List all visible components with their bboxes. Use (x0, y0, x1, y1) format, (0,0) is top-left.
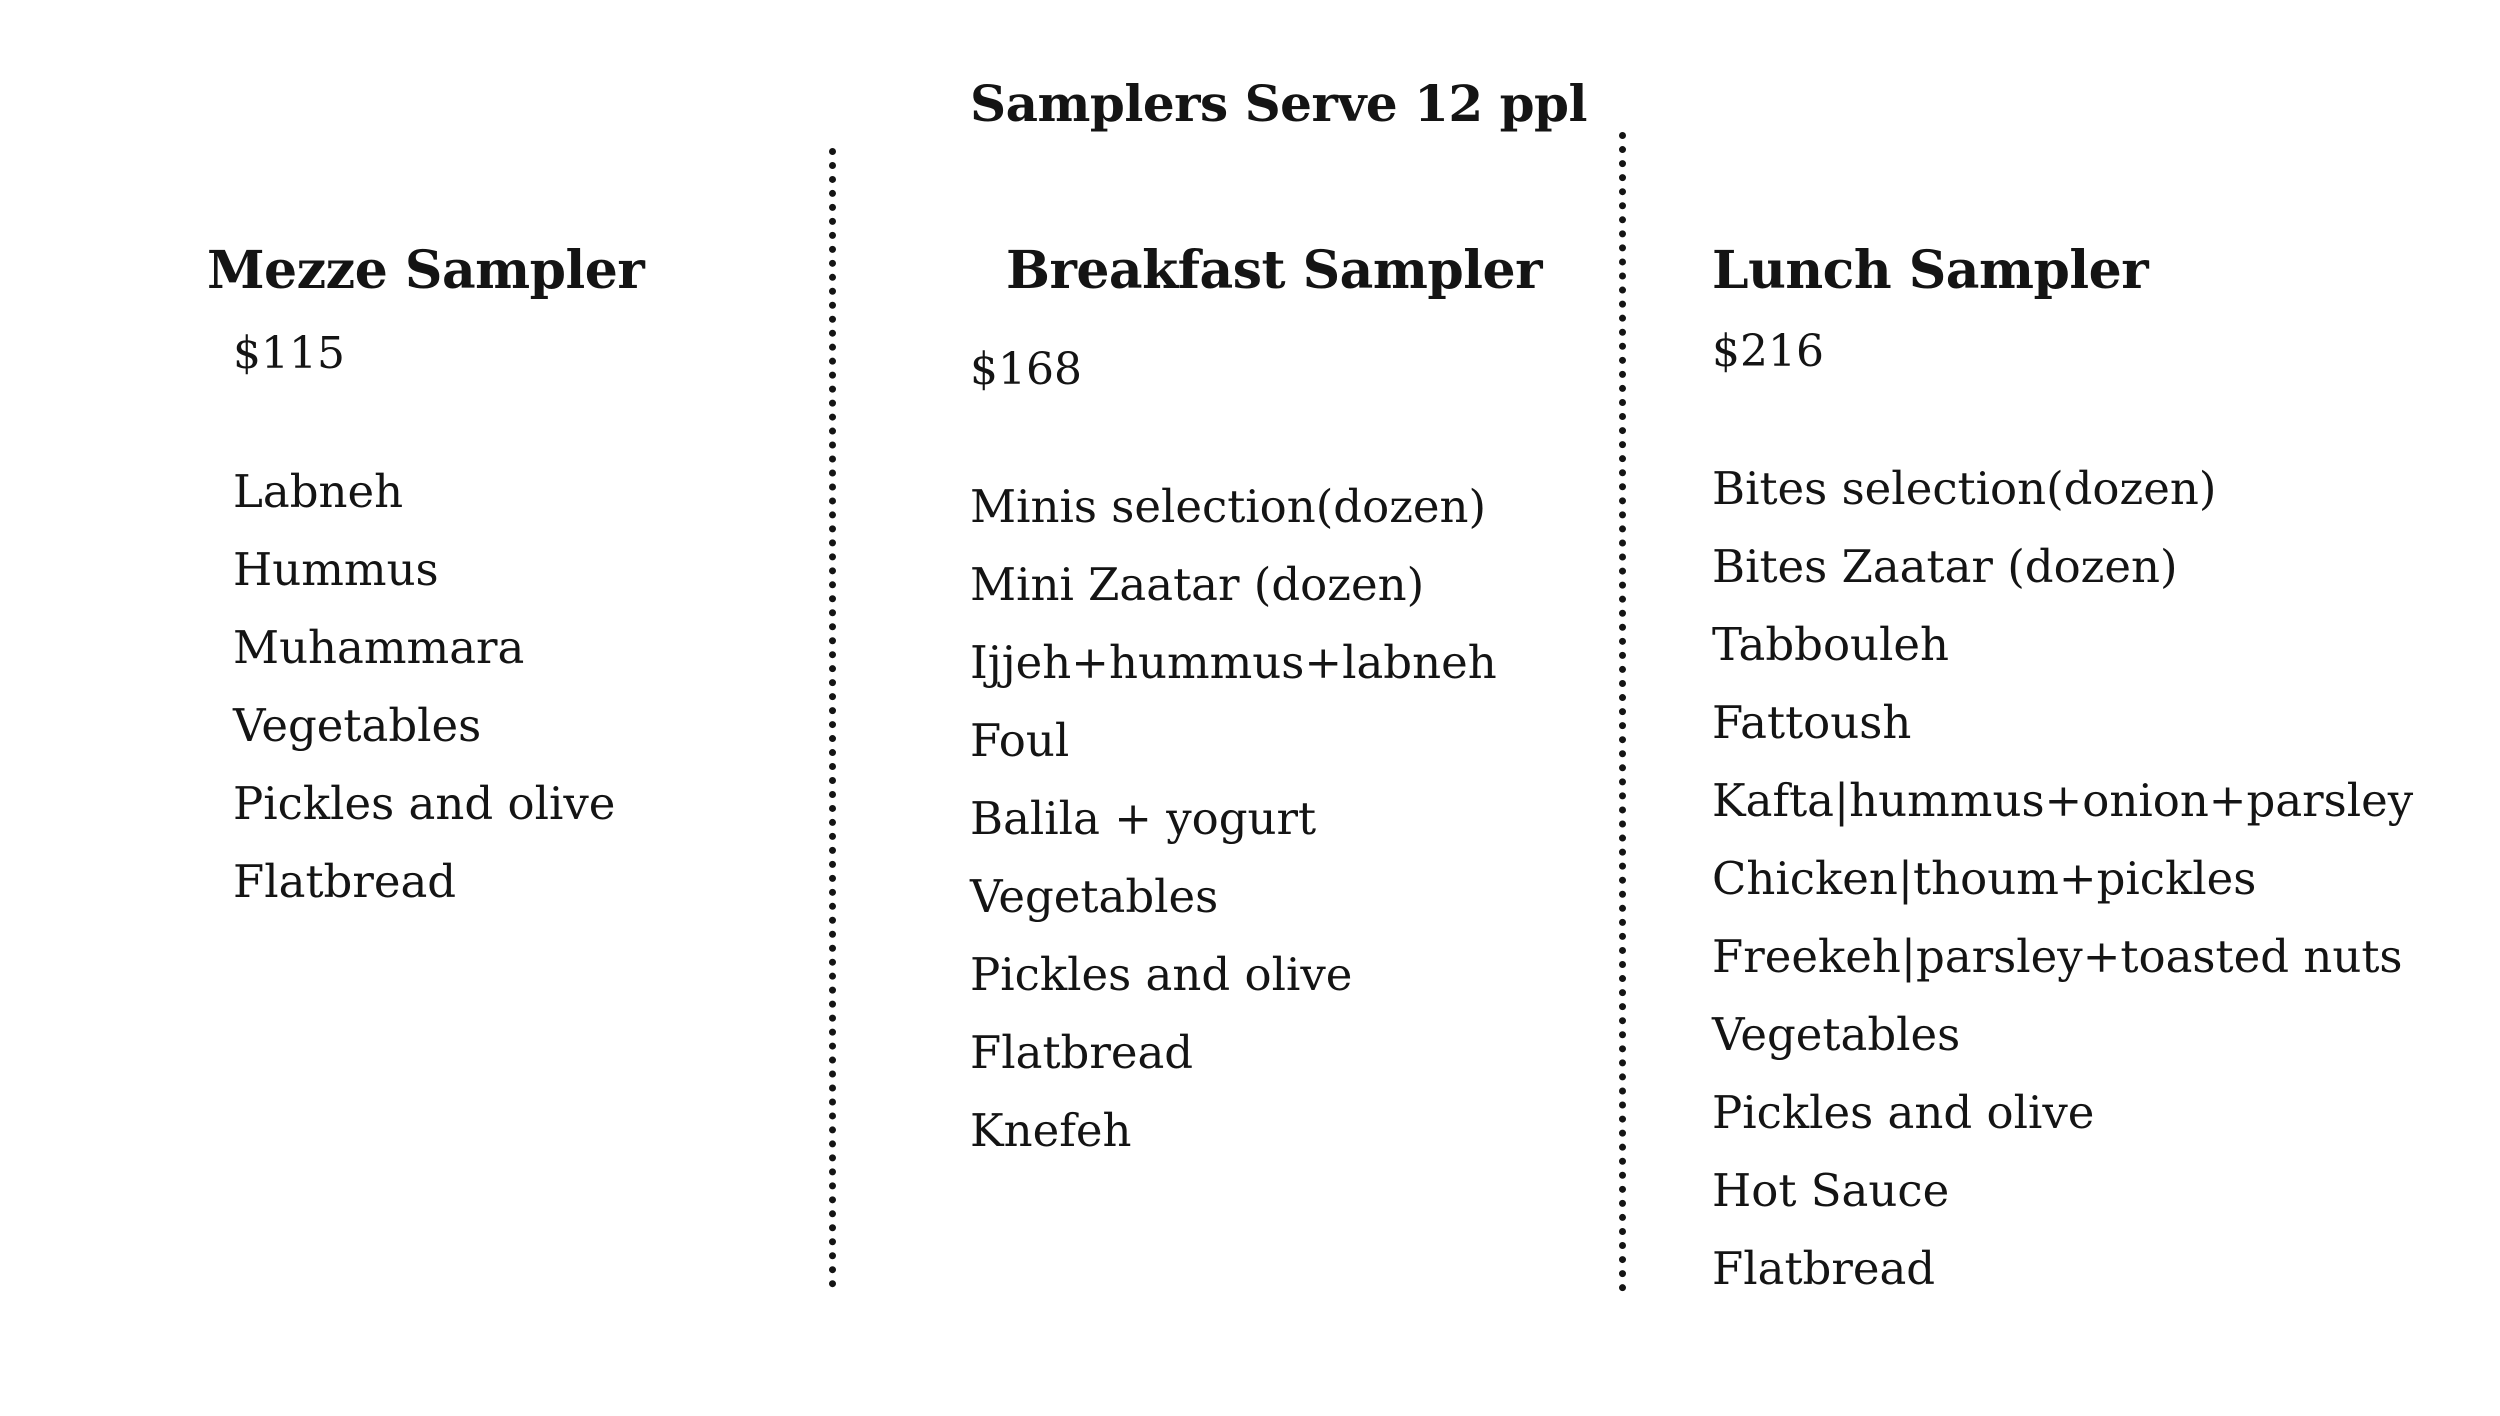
menu-item: Chicken|thoum+pickles (1712, 852, 2257, 905)
menu-item: Flatbread (970, 1026, 1194, 1079)
menu-item: Minis selection(dozen) (970, 480, 1487, 533)
menu-item: Pickles and olive (233, 777, 616, 830)
dotted-divider-left (829, 148, 836, 1288)
sampler-price: $168 (970, 344, 1082, 395)
menu-item: Fattoush (1712, 696, 1912, 749)
menu-item: Freekeh|parsley+toasted nuts (1712, 930, 2403, 983)
sampler-item-list (970, 468, 1497, 1170)
menu-item: Flatbread (1712, 1242, 1936, 1295)
menu-item: Tabbouleh (1712, 618, 1950, 671)
menu-item: Ijjeh+hummus+labneh (970, 636, 1497, 689)
menu-item: Pickles and olive (970, 948, 1353, 1001)
menu-item: Kafta|hummus+onion+parsley (1712, 774, 2414, 827)
menu-item: Hot Sauce (1712, 1164, 1950, 1217)
menu-item: Hummus (233, 543, 439, 596)
menu-item: Bites selection(dozen) (1712, 462, 2217, 515)
sampler-price: $216 (1712, 326, 1824, 377)
sampler-heading: Breakfast Sampler (1006, 240, 1542, 301)
breakfast-sampler-column (970, 240, 1542, 1157)
sampler-heading: Mezze Sampler (207, 240, 645, 301)
menu-item: Knefeh (970, 1104, 1132, 1157)
menu-item: Foul (970, 714, 1070, 767)
sampler-heading: Lunch Sampler (1712, 240, 2149, 301)
lunch-sampler-column (1712, 240, 2414, 1295)
page-title: Samplers Serve 12 ppl (970, 74, 1588, 133)
sampler-price: $115 (233, 328, 345, 379)
sampler-item-list (233, 453, 615, 921)
mezze-sampler-column (207, 240, 645, 908)
menu-item: Pickles and olive (1712, 1086, 2095, 1139)
menu-item: Mini Zaatar (dozen) (970, 558, 1425, 611)
sampler-item-list (1712, 450, 2413, 1308)
menu-item: Vegetables (1712, 1008, 1961, 1061)
menu-item: Labneh (233, 465, 404, 518)
menu-item: Bites Zaatar (dozen) (1712, 540, 2178, 593)
menu-item: Balila + yogurt (970, 792, 1317, 845)
menu-item: Vegetables (970, 870, 1219, 923)
menu-item: Vegetables (233, 699, 482, 752)
menu-item: Flatbread (233, 855, 457, 908)
dotted-divider-right (1619, 132, 1626, 1292)
menu-item: Muhammara (233, 621, 525, 674)
